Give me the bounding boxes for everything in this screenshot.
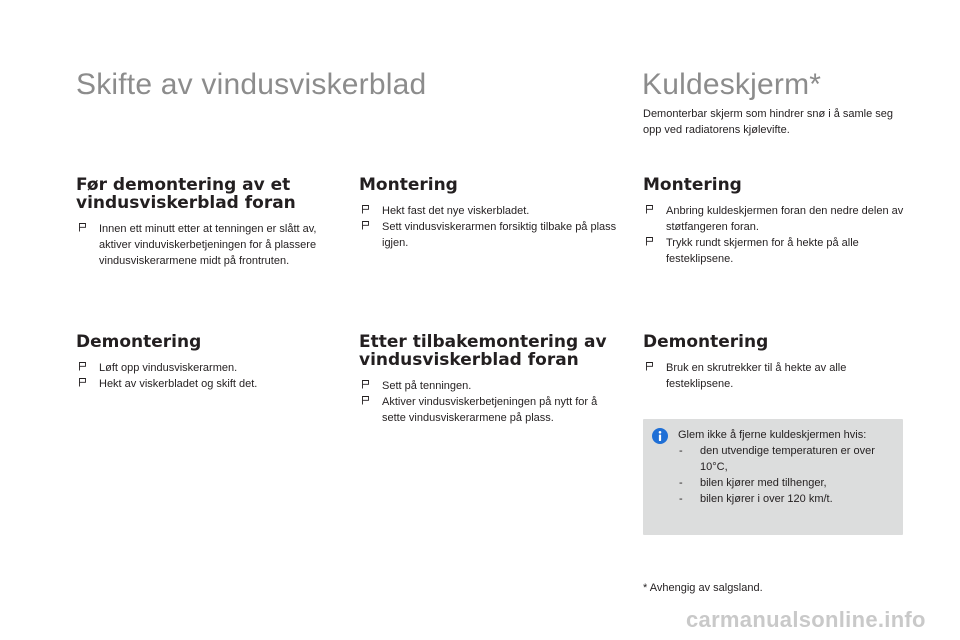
section-heading: Etter tilbakemontering av vindusviskerblad foran xyxy=(359,332,607,370)
notice-item xyxy=(678,443,898,475)
checkbox-bullet-icon xyxy=(646,362,653,371)
step-item xyxy=(643,235,905,267)
page-title-wiper-blade: Skifte av vindusviskerblad xyxy=(76,68,427,101)
notice-box xyxy=(643,419,903,535)
step-item xyxy=(359,219,621,251)
notice-item-text: bilen kjører med tilhenger, xyxy=(700,477,827,489)
step-text: Aktiver vindusviskerbetjeningen på nytt for å sette vindusviskerarmene på plass. xyxy=(382,396,598,424)
notice-item-text: bilen kjører i over 120 km/t. xyxy=(700,493,833,505)
step-list xyxy=(76,221,336,269)
checkbox-bullet-icon xyxy=(79,223,86,232)
section-heading: Demontering xyxy=(76,332,202,352)
section-heading: Før demontering av et vindusviskerblad foran xyxy=(76,175,296,213)
section-screen-mounting xyxy=(643,176,905,267)
notice-intro: Glem ikke å fjerne kuldeskjermen hvis: xyxy=(678,429,867,441)
step-item xyxy=(76,221,336,269)
info-icon xyxy=(652,428,668,444)
checkbox-bullet-icon xyxy=(646,237,653,246)
step-text: Anbring kuldeskjermen foran den nedre delen av støtfangeren foran. xyxy=(666,205,904,233)
page-title-cold-screen: Kuldeskjerm* xyxy=(642,68,822,101)
step-text: Bruk en skrutrekker til å hekte av alle festeklipsene. xyxy=(666,362,847,390)
step-item xyxy=(643,360,905,392)
step-text: Hekt fast det nye viskerbladet. xyxy=(382,205,530,217)
section-removal xyxy=(76,333,336,392)
checkbox-bullet-icon xyxy=(362,396,369,405)
watermark-logo: carmanualsonline.info xyxy=(686,607,926,632)
step-text: Hekt av viskerbladet og skift det. xyxy=(99,378,258,390)
footnote: * Avhengig av salgsland. xyxy=(643,582,763,594)
step-list xyxy=(643,203,905,267)
checkbox-bullet-icon xyxy=(362,221,369,230)
checkbox-bullet-icon xyxy=(79,378,86,387)
step-list xyxy=(359,203,621,251)
dash-marker: - xyxy=(679,493,683,505)
checkbox-bullet-icon xyxy=(362,380,369,389)
step-item xyxy=(643,203,905,235)
step-item xyxy=(359,378,621,394)
notice-list xyxy=(678,443,898,507)
section-screen-removal xyxy=(643,333,905,392)
checkbox-bullet-icon xyxy=(79,362,86,371)
step-text: Løft opp vindusviskerarmen. xyxy=(99,362,238,374)
notice-item xyxy=(678,475,898,491)
cold-screen-intro: Demonterbar skjerm som hindrer snø i å samle seg opp ved radiatorens kjølevifte. xyxy=(643,108,894,136)
step-item xyxy=(76,376,336,392)
dash-marker: - xyxy=(679,477,683,489)
section-after-refit xyxy=(359,333,621,426)
section-before-removal xyxy=(76,176,336,269)
step-text: Sett på tenningen. xyxy=(382,380,472,392)
checkbox-bullet-icon xyxy=(362,205,369,214)
step-text: Innen ett minutt etter at tenningen er slått av, aktiver vinduviskerbetjeningen for å plassere vindusviskerarmene midt på frontruten. xyxy=(99,223,317,267)
section-heading: Montering xyxy=(643,175,742,195)
checkbox-bullet-icon xyxy=(646,205,653,214)
step-list xyxy=(76,360,336,392)
step-item xyxy=(76,360,336,376)
notice-item xyxy=(678,491,898,507)
step-item xyxy=(359,203,621,219)
section-heading: Demontering xyxy=(643,332,769,352)
dash-marker: - xyxy=(679,445,683,457)
step-item xyxy=(359,394,621,426)
step-text: Sett vindusviskerarmen forsiktig tilbake på plass igjen. xyxy=(382,221,617,249)
step-list xyxy=(643,360,905,392)
section-heading: Montering xyxy=(359,175,458,195)
step-text: Trykk rundt skjermen for å hekte på alle festeklipsene. xyxy=(666,237,859,265)
step-list xyxy=(359,378,621,426)
notice-item-text: den utvendige temperaturen er over 10°C, xyxy=(700,445,875,473)
section-mounting xyxy=(359,176,621,251)
